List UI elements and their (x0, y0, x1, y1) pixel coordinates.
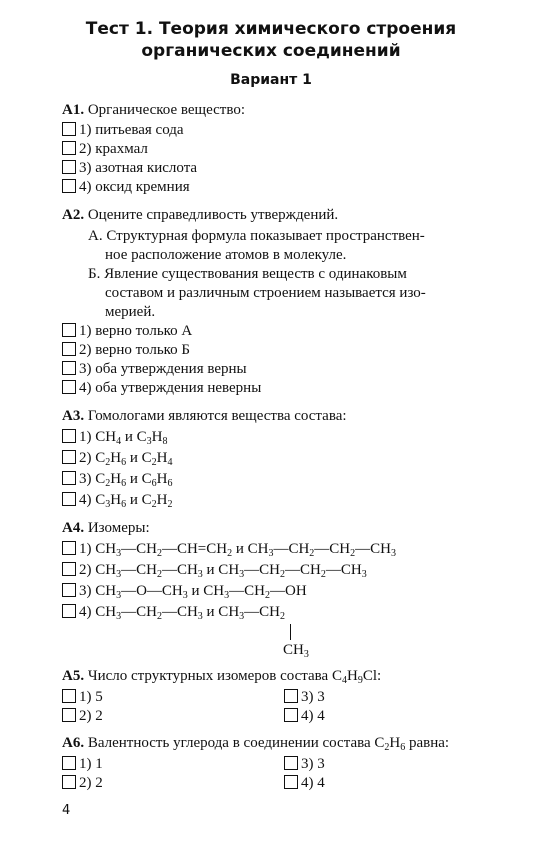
statement-a (88, 227, 483, 265)
answer-option[interactable] (62, 755, 103, 774)
answer-option[interactable] (62, 322, 192, 341)
checkbox[interactable] (284, 708, 298, 722)
answer-option[interactable] (62, 540, 396, 559)
answer-option[interactable] (284, 707, 325, 726)
checkbox[interactable] (62, 775, 76, 789)
question-a1 (62, 101, 245, 120)
answer-option[interactable] (62, 603, 285, 622)
checkbox[interactable] (62, 160, 76, 174)
checkbox[interactable] (62, 604, 76, 618)
answer-option[interactable] (62, 707, 103, 726)
question-number: А2. (62, 207, 85, 223)
statement-line: ное расположение атомов в молекуле. (105, 247, 347, 263)
option-label: 4) 4 (301, 775, 325, 791)
question-text: Изомеры: (87, 520, 150, 536)
question-text: Гомологами являются вещества состава: (87, 408, 347, 424)
answer-option[interactable] (62, 159, 197, 178)
question-a3 (62, 407, 347, 426)
answer-option[interactable] (284, 755, 325, 774)
checkbox[interactable] (62, 541, 76, 555)
checkbox[interactable] (284, 756, 298, 770)
checkbox[interactable] (62, 429, 76, 443)
question-text: Число структурных изомеров состава $C_4H_9Cl$: (87, 668, 382, 686)
option-label: 2) $CH_3—CH_2—CH_3$ и $CH_3—CH_2—CH_2—CH_3$ (79, 562, 367, 580)
answer-option[interactable] (62, 178, 190, 197)
option-label: 1) 1 (79, 756, 103, 772)
option-label: 3) $C_2H_6$ и $C_6H_6$ (79, 471, 173, 489)
checkbox[interactable] (284, 775, 298, 789)
answer-option[interactable] (62, 688, 103, 707)
answer-option[interactable] (62, 360, 247, 379)
checkbox[interactable] (62, 141, 76, 155)
statement-b (88, 265, 483, 322)
statement-line: Б. Явление существования веществ с одинаковым (88, 266, 407, 282)
page-title-line1: Тест 1. Теория химического строения (85, 19, 457, 39)
answer-option[interactable] (62, 774, 103, 793)
option-label: 3) оба утверждения верны (79, 361, 247, 377)
option-label: 1) питьевая сода (79, 122, 184, 138)
question-a2 (62, 206, 338, 225)
answer-option[interactable] (284, 688, 325, 707)
checkbox[interactable] (62, 450, 76, 464)
option-label: 3) $CH_3—O—CH_3$ и $CH_3—CH_2—OH$ (79, 583, 307, 601)
question-text: Органическое вещество: (87, 102, 245, 118)
page-title-line2: органических соединений (141, 41, 401, 61)
option-label: 4) $C_3H_6$ и $C_2H_2$ (79, 492, 173, 510)
checkbox[interactable] (62, 492, 76, 506)
question-number: А5. (62, 668, 85, 684)
answer-option[interactable] (62, 428, 167, 447)
option-label: 2) верно только Б (79, 342, 191, 358)
question-a5 (62, 667, 381, 686)
checkbox[interactable] (62, 756, 76, 770)
option-label: 2) 2 (79, 775, 103, 791)
statement-line: мерией. (105, 304, 156, 320)
option-label: 1) 5 (79, 689, 103, 705)
answer-option[interactable] (62, 449, 172, 468)
question-text: Валентность углерода в соединении состава $C_2H_6$ равна: (87, 735, 450, 753)
option-label: 2) $C_2H_6$ и $C_2H_4$ (79, 450, 173, 468)
checkbox[interactable] (62, 583, 76, 597)
variant-heading: Вариант 1 (230, 72, 312, 88)
checkbox[interactable] (62, 122, 76, 136)
question-number: А4. (62, 520, 85, 536)
option-label: 2) 2 (79, 708, 103, 724)
option-label: 3) 3 (301, 756, 325, 772)
answer-option[interactable] (62, 341, 190, 360)
answer-option[interactable] (284, 774, 325, 793)
option-label: 3) 3 (301, 689, 325, 705)
option-label: 3) азотная кислота (79, 160, 198, 176)
checkbox[interactable] (62, 323, 76, 337)
question-text: Оцените справедливость утверждений. (87, 207, 339, 223)
answer-option[interactable] (62, 582, 307, 601)
option-label: 4) оксид кремния (79, 179, 190, 195)
option-label: 4) $CH_3—CH_2—CH_3$ и $CH_3—CH_2$ (79, 604, 285, 622)
answer-option[interactable] (62, 140, 148, 159)
checkbox[interactable] (284, 689, 298, 703)
option-label: 2) крахмал (79, 141, 148, 157)
branch-methyl-group: $CH_3$ (283, 642, 309, 660)
checkbox[interactable] (62, 380, 76, 394)
question-number: А1. (62, 102, 85, 118)
checkbox[interactable] (62, 689, 76, 703)
question-a6 (62, 734, 449, 753)
question-number: А6. (62, 735, 85, 751)
answer-option[interactable] (62, 121, 184, 140)
checkbox[interactable] (62, 342, 76, 356)
answer-option[interactable] (62, 561, 367, 580)
branch-bond-line (290, 624, 291, 640)
answer-option[interactable] (62, 470, 172, 489)
checkbox[interactable] (62, 471, 76, 485)
option-label: 1) $CH_3—CH_2—CH=CH_2$ и $CH_3—CH_2—CH_2—CH_3$ (79, 541, 396, 559)
checkbox[interactable] (62, 361, 76, 375)
option-label: 4) 4 (301, 708, 325, 724)
question-number: А3. (62, 408, 85, 424)
answer-option[interactable] (62, 491, 172, 510)
statement-line: А. Структурная формула показывает пространствен- (88, 228, 425, 244)
checkbox[interactable] (62, 562, 76, 576)
option-label: 4) оба утверждения неверны (79, 380, 262, 396)
answer-option[interactable] (62, 379, 261, 398)
option-label: 1) $CH_4$ и $C_3H_8$ (79, 429, 168, 447)
page-number: 4 (62, 803, 71, 818)
option-label: 1) верно только А (79, 323, 193, 339)
checkbox[interactable] (62, 179, 76, 193)
question-a4 (62, 519, 150, 538)
checkbox[interactable] (62, 708, 76, 722)
statement-line: составом и различным строением называется изо- (105, 285, 426, 301)
